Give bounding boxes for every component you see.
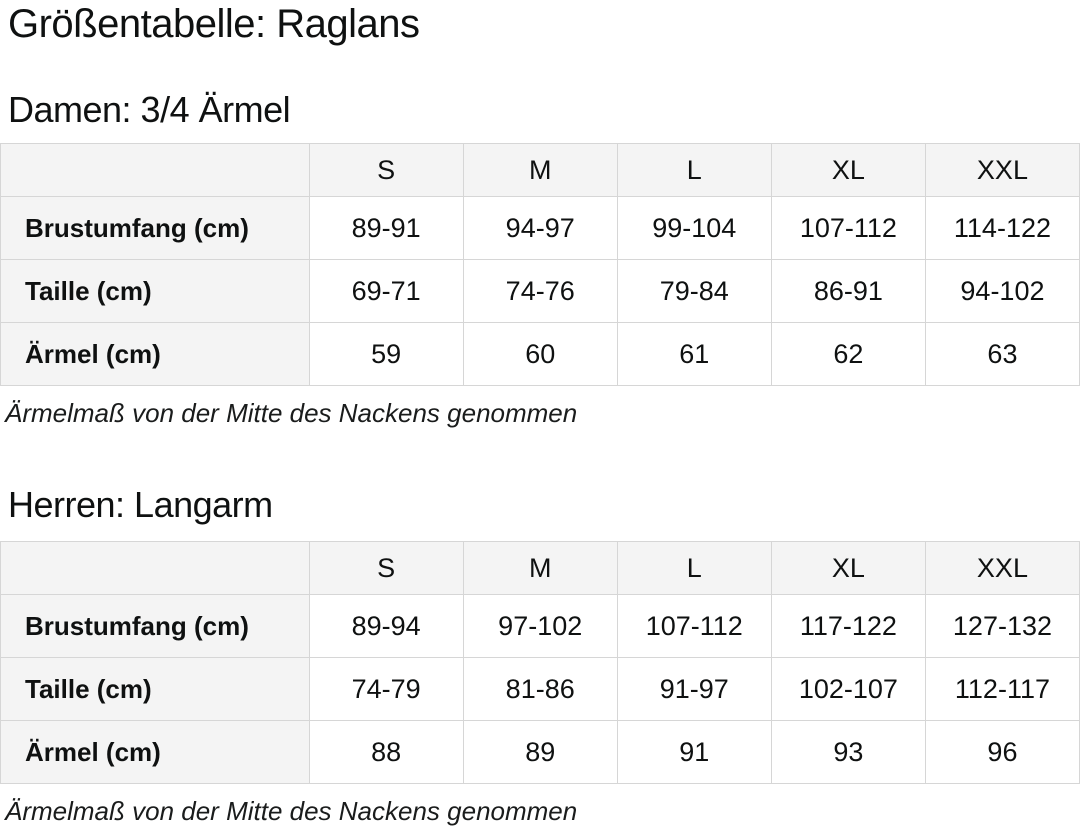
table-row-brustumfang [1, 595, 1080, 658]
size-cell: 94-97 [463, 197, 617, 260]
column-header-s: S [309, 144, 463, 197]
section-heading-herren: Herren: Langarm [8, 484, 273, 525]
size-cell: 96 [925, 721, 1079, 784]
size-cell: 60 [463, 323, 617, 386]
size-cell: 112-117 [925, 658, 1079, 721]
size-table-damen [0, 143, 1080, 386]
size-cell: 63 [925, 323, 1079, 386]
row-label-brustumfang: Brustumfang (cm) [1, 595, 310, 658]
row-label-aermel: Ärmel (cm) [1, 323, 310, 386]
column-header-s: S [309, 542, 463, 595]
corner-cell [1, 144, 310, 197]
size-cell: 107-112 [617, 595, 771, 658]
size-cell: 102-107 [771, 658, 925, 721]
section-heading-damen: Damen: 3/4 Ärmel [8, 89, 291, 130]
size-cell: 91 [617, 721, 771, 784]
table-note: Ärmelmaß von der Mitte des Nackens genommen [5, 398, 578, 428]
table-header-row [1, 542, 1080, 595]
column-header-m: M [463, 542, 617, 595]
column-header-l: L [617, 144, 771, 197]
size-cell: 61 [617, 323, 771, 386]
column-header-xxl: XXL [925, 542, 1079, 595]
table-row-taille [1, 658, 1080, 721]
table-header-row [1, 144, 1080, 197]
size-cell: 99-104 [617, 197, 771, 260]
size-cell: 62 [771, 323, 925, 386]
size-cell: 91-97 [617, 658, 771, 721]
size-cell: 117-122 [771, 595, 925, 658]
row-label-brustumfang: Brustumfang (cm) [1, 197, 310, 260]
table-row-aermel [1, 323, 1080, 386]
size-cell: 74-76 [463, 260, 617, 323]
column-header-xl: XL [771, 542, 925, 595]
size-cell: 89 [463, 721, 617, 784]
column-header-xxl: XXL [925, 144, 1079, 197]
size-cell: 127-132 [925, 595, 1079, 658]
size-cell: 74-79 [309, 658, 463, 721]
table-row-aermel [1, 721, 1080, 784]
row-label-taille: Taille (cm) [1, 260, 310, 323]
size-chart-section-herren [0, 485, 1080, 826]
row-label-aermel: Ärmel (cm) [1, 721, 310, 784]
row-label-taille: Taille (cm) [1, 658, 310, 721]
column-header-xl: XL [771, 144, 925, 197]
size-table-herren [0, 541, 1080, 784]
size-cell: 59 [309, 323, 463, 386]
column-header-l: L [617, 542, 771, 595]
size-cell: 94-102 [925, 260, 1079, 323]
size-chart-section-damen [0, 90, 1080, 428]
corner-cell [1, 542, 310, 595]
size-cell: 89-91 [309, 197, 463, 260]
size-cell: 88 [309, 721, 463, 784]
table-row-taille [1, 260, 1080, 323]
size-cell: 97-102 [463, 595, 617, 658]
table-note: Ärmelmaß von der Mitte des Nackens genommen [5, 796, 578, 826]
size-cell: 107-112 [771, 197, 925, 260]
size-cell: 79-84 [617, 260, 771, 323]
size-cell: 81-86 [463, 658, 617, 721]
size-cell: 86-91 [771, 260, 925, 323]
size-cell: 114-122 [925, 197, 1079, 260]
size-cell: 93 [771, 721, 925, 784]
column-header-m: M [463, 144, 617, 197]
size-cell: 89-94 [309, 595, 463, 658]
size-cell: 69-71 [309, 260, 463, 323]
page-title: Größentabelle: Raglans [8, 2, 420, 46]
table-row-brustumfang [1, 197, 1080, 260]
